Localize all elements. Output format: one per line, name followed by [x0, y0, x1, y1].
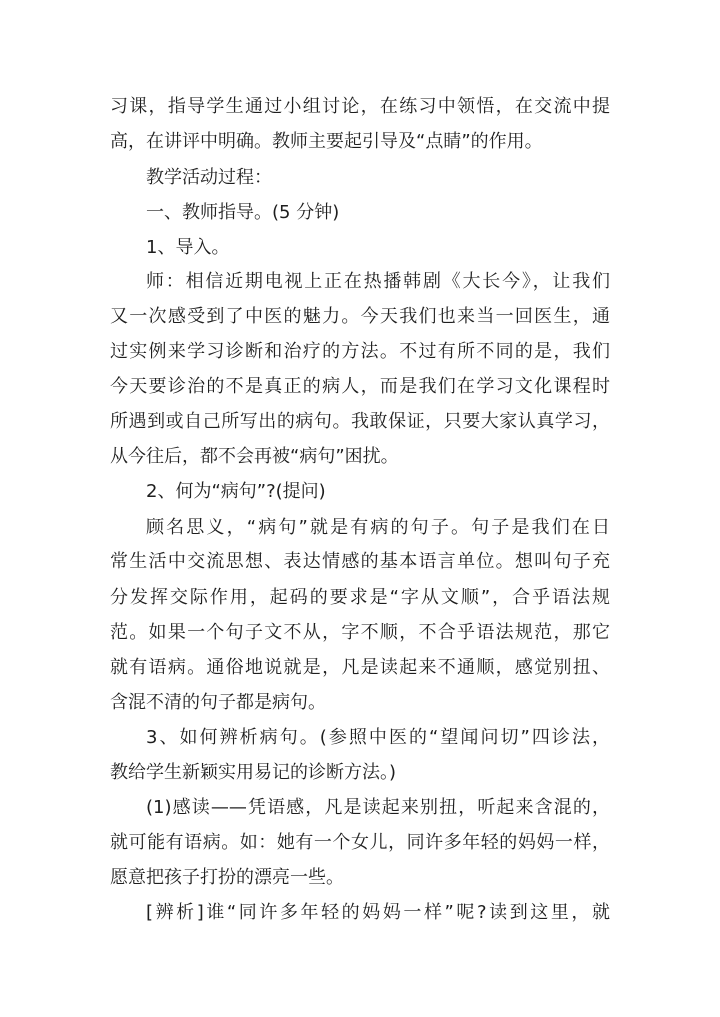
text-line: [辨析]谁“同许多年轻的妈妈一样”呢?读到这里，就 [146, 902, 610, 923]
text-line: 今天要诊治的不是真正的病人，而是我们在学习文化课程时 [110, 376, 610, 397]
section-heading: 一、教师指导。(5 分钟) [146, 202, 340, 223]
text-line: 愿意把孩子打扮的漂亮一些。 [110, 867, 344, 888]
text-line: 又一次感受到了中医的魅力。今天我们也来当一回医生，通 [110, 306, 610, 327]
section-heading: 教学活动过程： [146, 167, 272, 188]
text-line: 分发挥交际作用，起码的要求是“字从文顺”，合乎语法规 [110, 587, 610, 608]
subsection-heading: 1、导入。 [146, 237, 230, 258]
text-line: 所遇到或自己所写出的病句。我敢保证，只要大家认真学习， [110, 411, 610, 432]
text-line: 顾名思义，“病句”就是有病的句子。句子是我们在日 [146, 517, 610, 538]
text-line: 就可能有语病。如：她有一个女儿，同许多年轻的妈妈一样， [110, 832, 610, 853]
text-line: 含混不清的句子都是病句。 [110, 692, 326, 713]
text-line: 常生活中交流思想、表达情感的基本语言单位。想叫句子充 [110, 551, 610, 572]
subsection-heading: 3、如何辨析病句。(参照中医的“望闻问切”四诊法， [146, 727, 610, 748]
text-line: 就有语病。通俗地说就是，凡是读起来不通顺，感觉别扭、 [110, 657, 610, 678]
text-line: 过实例来学习诊断和治疗的方法。不过有所不同的是，我们 [110, 341, 610, 362]
subsection-heading: 2、何为“病句”?(提问) [146, 481, 326, 502]
text-line: 习课，指导学生通过小组讨论，在练习中领悟，在交流中提 [110, 96, 610, 117]
text-line: 教给学生新颖实用易记的诊断方法。) [110, 762, 397, 783]
text-line: (1)感读——凭语感，凡是读起来别扭，听起来含混的， [146, 797, 610, 818]
text-line: 师：相信近期电视上正在热播韩剧《大长今》，让我们 [146, 271, 610, 292]
text-line: 高，在讲评中明确。教师主要起引导及“点睛”的作用。 [110, 131, 543, 152]
text-line: 范。如果一个句子文不从，字不顺，不合乎语法规范，那它 [110, 622, 610, 643]
text-line: 从今往后，都不会再被“病句”困扰。 [110, 446, 399, 467]
